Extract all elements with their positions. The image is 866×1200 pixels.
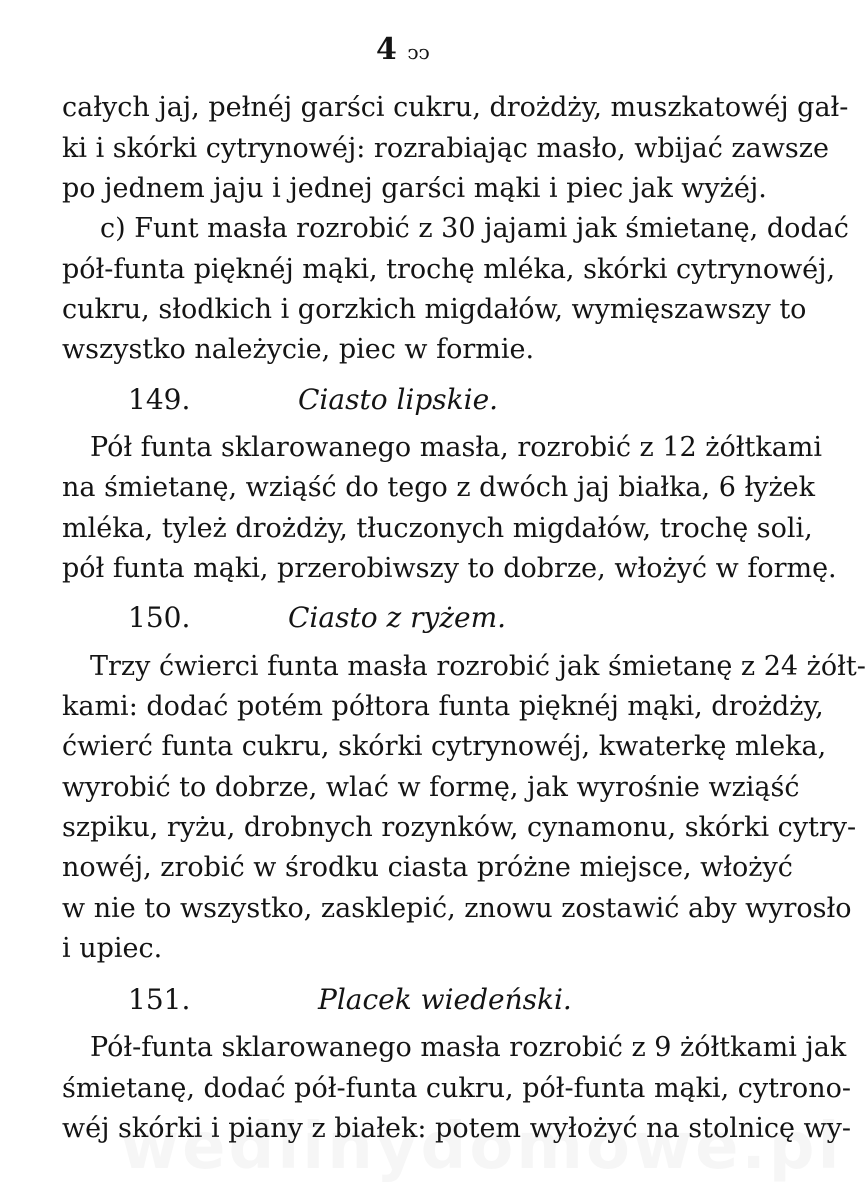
text-line: ćwierć funta cukru, skórki cytrynowéj, kwaterkę mleka,	[62, 731, 827, 762]
text-line: po jednem jaju i jednej garści mąki i piec jak wyżéj.	[62, 173, 767, 204]
text-line: Trzy ćwierci funta masła rozrobić jak śmietanę z 24 żółt-	[90, 651, 866, 682]
text-line: ki i skórki cytrynowéj: rozrabiając masło, wbijać zawsze	[62, 133, 829, 164]
text-line: szpiku, ryżu, drobnych rozynków, cynamonu, skórki cytry-	[62, 812, 857, 843]
recipe-title: Ciasto z ryżem.	[288, 601, 507, 634]
text-line: w nie to wszystko, zasklepić, znowu zostawić aby wyrosło	[62, 893, 852, 924]
text-line: mléka, tyleż drożdży, tłuczonych migdałów, trochę soli,	[62, 513, 813, 544]
text-line: pół-funta pięknéj mąki, trochę mléka, skórki cytrynowéj,	[62, 254, 836, 285]
text-line: wszystko należycie, piec w formie.	[62, 334, 535, 365]
recipe-title: Placek wiedeński.	[318, 983, 572, 1016]
text-line: wéj skórki i piany z białek: potem wyłożyć na stolnicę wy-	[62, 1113, 852, 1144]
text-line: pół funta mąki, przerobiwszy to dobrze, włożyć w formę.	[62, 553, 837, 584]
recipe-number: 151.	[128, 983, 191, 1016]
recipe-title: Ciasto lipskie.	[298, 383, 499, 416]
page-number-value: 4	[376, 32, 397, 67]
recipe-number: 150.	[128, 601, 191, 634]
text-line: nowéj, zrobić w środku ciasta próżne miejsce, włożyć	[62, 852, 793, 883]
text-line: cukru, słodkich i gorzkich migdałów, wymięszawszy to	[62, 294, 807, 325]
page-number	[376, 32, 436, 67]
text-line: i upiec.	[62, 933, 163, 964]
recipe-number: 149.	[128, 383, 191, 416]
text-line: całych jaj, pełnéj garści cukru, drożdży, muszkatowéj gał-	[62, 92, 849, 123]
text-line: Pół funta sklarowanego masła, rozrobić z 12 żółtkami	[90, 432, 823, 463]
recipe-heading	[0, 598, 768, 638]
recipe-heading	[0, 980, 768, 1020]
page-number-mark: ↄↄ	[407, 40, 430, 64]
text-line: c) Funt masła rozrobić z 30 jajami jak śmietanę, dodać	[100, 213, 849, 244]
text-line: wyrobić to dobrze, wlać w formę, jak wyrośnie wziąść	[62, 772, 800, 803]
text-line: Pół-funta sklarowanego masła rozrobić z 9 żółtkami jak	[90, 1032, 847, 1063]
watermark	[120, 1110, 720, 1184]
text-line: kami: dodać potém półtora funta pięknéj mąki, drożdży,	[62, 691, 824, 722]
text-line: śmietanę, dodać pół-funta cukru, pół-funta mąki, cytrono-	[62, 1073, 851, 1104]
text-line: na śmietanę, wziąść do tego z dwóch jaj białka, 6 łyżek	[62, 472, 816, 503]
recipe-heading	[0, 380, 768, 420]
